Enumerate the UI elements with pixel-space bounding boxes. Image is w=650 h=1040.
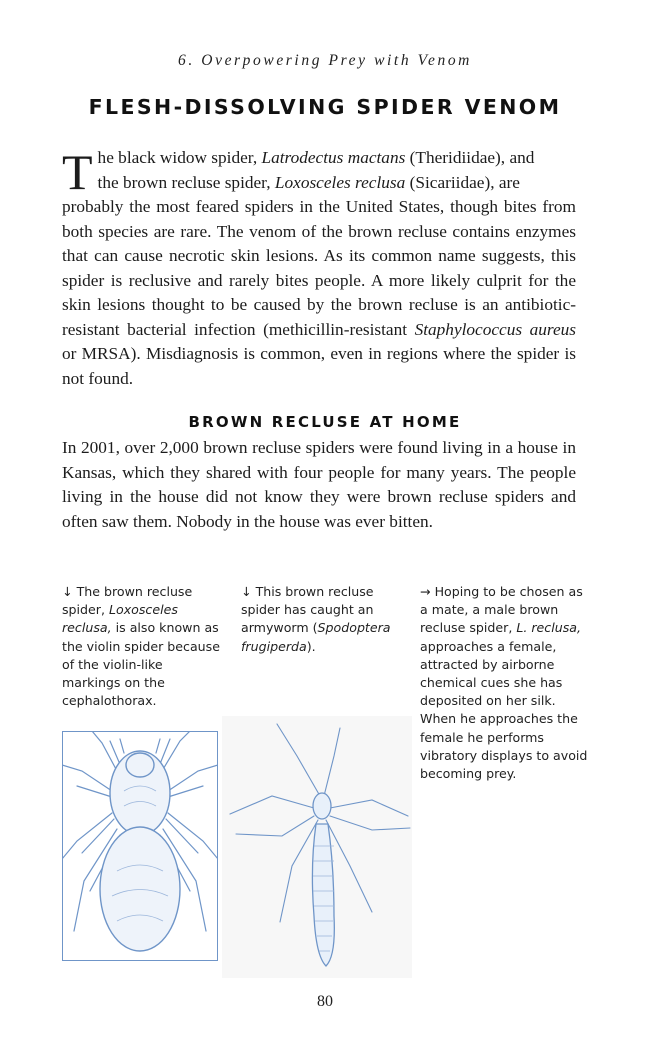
intro-paragraph	[62, 146, 576, 391]
section-title: FLESH-DISSOLVING SPIDER VENOM	[88, 95, 562, 119]
running-head: 6. Overpowering Prey with Venom	[178, 52, 472, 69]
spider-underside-illustration	[62, 731, 218, 961]
spider-with-armyworm-illustration	[222, 716, 412, 978]
page-number: 80	[317, 993, 333, 1010]
kansas-paragraph: In 2001, over 2,000 brown recluse spiders were found living in a house in Kansas, which they shared with four people for many years. The people living in the house did not know they were brown recluse spiders and often saw them. Nobody in the house was ever bitten.	[62, 438, 576, 531]
right-arrow-icon: →	[420, 584, 431, 599]
paragraph-rest: probably the most feared spiders in the United States, though bites from both species are rare. The venom of the brown recluse contains enzymes that can cause necrotic skin lesions. As its common name suggests, this spider is reclusive and rarely bites people. A more likely culprit for the skin lesions thought to be caused by the brown recluse is an antibiotic-resistant bacterial infection (methicillin-resistant Staphylococcus aureus or MRSA). Misdiagnosis is common, even in regions where the spider is not found.	[62, 197, 576, 388]
caption-armyworm: ↓ This brown recluse spider has caught an armyworm (Spodoptera frugiperda).	[241, 584, 391, 654]
subheading: BROWN RECLUSE AT HOME	[188, 413, 462, 431]
caption-violin-spider: ↓ The brown recluse spider, Loxosceles reclusa, is also known as the violin spider because of the violin-like markings on the cephalothorax.	[62, 584, 220, 709]
caption-mating: → Hoping to be chosen as a mate, a male brown recluse spider, L. reclusa, approaches a female, attracted by airborne chemical cues she has deposited on her silk. When he approaches the female he performs vibratory displays to avoid becoming prey.	[420, 584, 588, 782]
down-arrow-icon: ↓	[62, 584, 73, 599]
paragraph-line: he black widow spider, Latrodectus mactans (Theridiidae), and	[97, 148, 535, 167]
down-arrow-icon: ↓	[241, 584, 252, 599]
drop-cap: T	[62, 144, 93, 200]
paragraph-line: the brown recluse spider, Loxosceles reclusa (Sicariidae), are	[97, 172, 520, 192]
